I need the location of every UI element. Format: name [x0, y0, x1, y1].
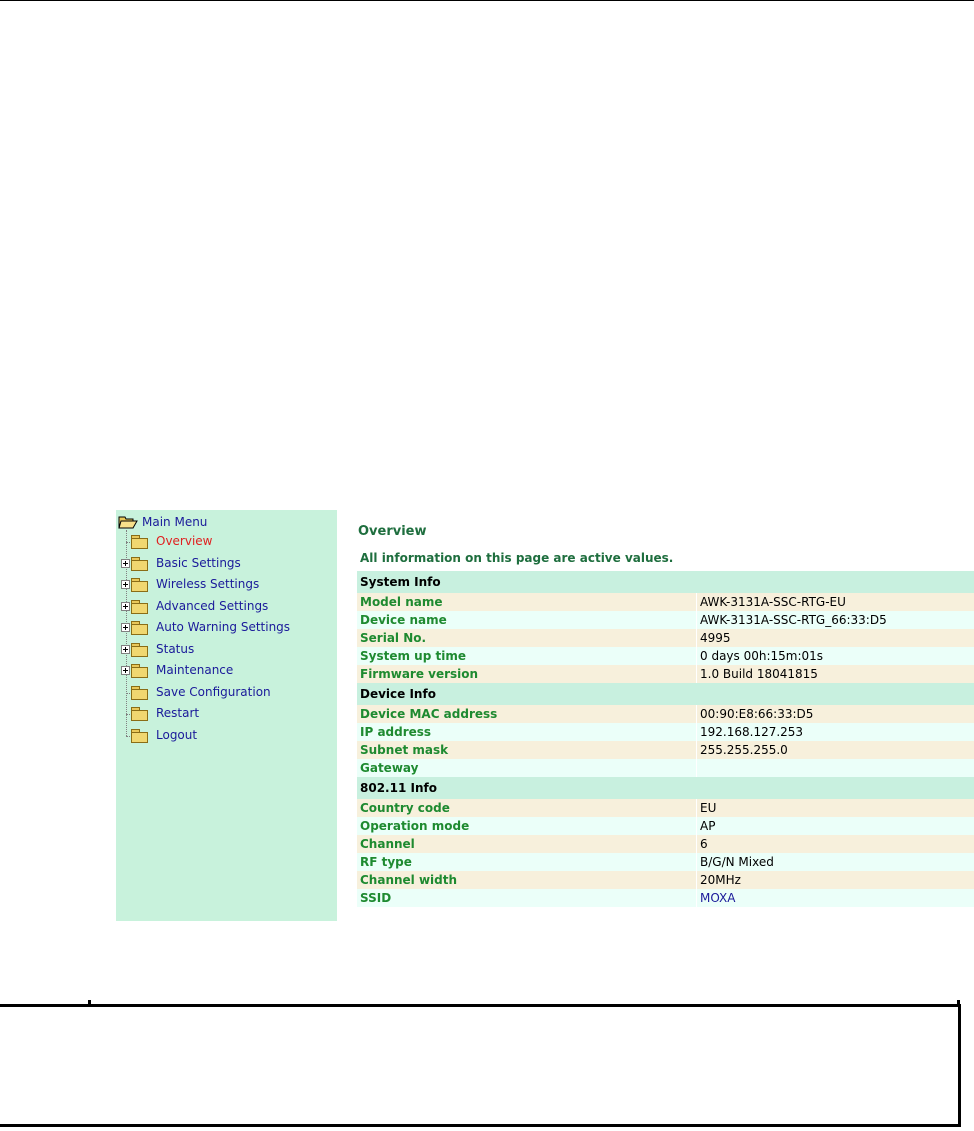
- plus-box-icon[interactable]: [121, 559, 130, 568]
- sidebar-item-label: Maintenance: [156, 663, 234, 677]
- sidebar-item-auto-warning-settings[interactable]: [116, 618, 337, 638]
- folder-icon: [131, 621, 148, 634]
- sidebar-item-label: Wireless Settings: [156, 577, 260, 591]
- folder-icon: [131, 707, 148, 720]
- row-key: Serial No.: [357, 629, 697, 647]
- sidebar-item-label: Save Configuration: [156, 684, 271, 699]
- row-key: Operation mode: [357, 817, 697, 835]
- sidebar-item-overview[interactable]: [116, 532, 337, 552]
- sidebar-item-advanced-settings[interactable]: [116, 597, 337, 617]
- open-folder-icon: [118, 515, 138, 529]
- table-row: [357, 817, 974, 835]
- folder-icon: [131, 686, 148, 699]
- row-key: Channel width: [357, 871, 697, 889]
- row-value: 20MHz: [697, 871, 974, 889]
- sidebar-item-status[interactable]: [116, 640, 337, 660]
- table-row: [357, 853, 974, 871]
- sidebar-item-restart[interactable]: [116, 704, 337, 724]
- row-key: Country code: [357, 799, 697, 817]
- folder-icon: [131, 600, 148, 613]
- table-row: [357, 629, 974, 647]
- sidebar-item-wireless-settings[interactable]: [116, 575, 337, 595]
- plus-box-icon[interactable]: [121, 602, 130, 611]
- folder-icon: [131, 729, 148, 742]
- table-row: [357, 759, 974, 777]
- sidebar-item-label: Basic Settings: [156, 555, 241, 570]
- plus-box-icon[interactable]: [121, 580, 130, 589]
- row-value: 255.255.255.0: [697, 741, 974, 759]
- section-title: 802.11 Info: [357, 777, 974, 799]
- sidebar-item-label: Status: [156, 641, 195, 656]
- sidebar-item-label: Advanced Settings: [156, 598, 269, 613]
- row-key: System up time: [357, 647, 697, 665]
- row-value: MOXA: [697, 889, 974, 907]
- row-value: 4995: [697, 629, 974, 647]
- plus-box-icon[interactable]: [121, 645, 130, 654]
- row-value: AWK-3131A-SSC-RTG_66:33:D5: [697, 611, 974, 629]
- row-key: Device name: [357, 611, 697, 629]
- note-box: [0, 1004, 961, 1127]
- row-value: EU: [697, 799, 974, 817]
- row-key: RF type: [357, 853, 697, 871]
- sidebar-item-label: Logout: [156, 727, 198, 742]
- row-value: AP: [697, 817, 974, 835]
- table-row: [357, 611, 974, 629]
- row-value: AWK-3131A-SSC-RTG-EU: [697, 593, 974, 611]
- table-row: [357, 705, 974, 723]
- table-row: [357, 871, 974, 889]
- folder-icon: [131, 664, 148, 677]
- row-key: Gateway: [357, 759, 697, 777]
- sidebar-item-label: Auto Warning Settings: [156, 620, 291, 634]
- row-value: 6: [697, 835, 974, 853]
- top-rule: [0, 0, 974, 1]
- table-row: [357, 889, 974, 907]
- section-title: Device Info: [357, 683, 974, 705]
- page-note: All information on this page are active values.: [360, 551, 674, 565]
- row-value: 0 days 00h:15m:01s: [697, 647, 974, 665]
- sidebar-item-save-configuration[interactable]: [116, 683, 337, 703]
- row-value: 192.168.127.253: [697, 723, 974, 741]
- row-key: Subnet mask: [357, 741, 697, 759]
- main-menu-label: Main Menu: [142, 515, 208, 529]
- section-header: [357, 571, 974, 593]
- folder-icon: [131, 643, 148, 656]
- overview-table: [357, 571, 974, 907]
- folder-icon: [131, 557, 148, 570]
- row-key: Model name: [357, 593, 697, 611]
- row-key: SSID: [357, 889, 697, 907]
- table-row: [357, 647, 974, 665]
- table-row: [357, 665, 974, 683]
- sidebar-item-maintenance[interactable]: [116, 661, 337, 681]
- row-key: Firmware version: [357, 665, 697, 683]
- plus-box-icon[interactable]: [121, 623, 130, 632]
- table-row: [357, 593, 974, 611]
- table-row: [357, 835, 974, 853]
- section-header: [357, 683, 974, 705]
- table-row: [357, 741, 974, 759]
- folder-icon: [131, 578, 148, 591]
- section-header: [357, 777, 974, 799]
- row-value: 1.0 Build 18041815: [697, 665, 974, 683]
- row-key: IP address: [357, 723, 697, 741]
- page-title: Overview: [358, 524, 427, 539]
- table-row: [357, 723, 974, 741]
- sidebar-item-basic-settings[interactable]: [116, 554, 337, 574]
- table-row: [357, 799, 974, 817]
- main-menu-root[interactable]: [118, 513, 207, 531]
- folder-icon: [131, 535, 148, 548]
- row-key: Channel: [357, 835, 697, 853]
- sidebar-item-label: Overview: [156, 534, 213, 548]
- row-key: Device MAC address: [357, 705, 697, 723]
- row-value: [697, 759, 974, 777]
- row-value: B/G/N Mixed: [697, 853, 974, 871]
- row-value: 00:90:E8:66:33:D5: [697, 705, 974, 723]
- sidebar-item-logout[interactable]: [116, 726, 337, 746]
- section-title: System Info: [357, 571, 974, 593]
- plus-box-icon[interactable]: [121, 666, 130, 675]
- sidebar-menu: [116, 510, 337, 921]
- sidebar-item-label: Restart: [156, 706, 200, 720]
